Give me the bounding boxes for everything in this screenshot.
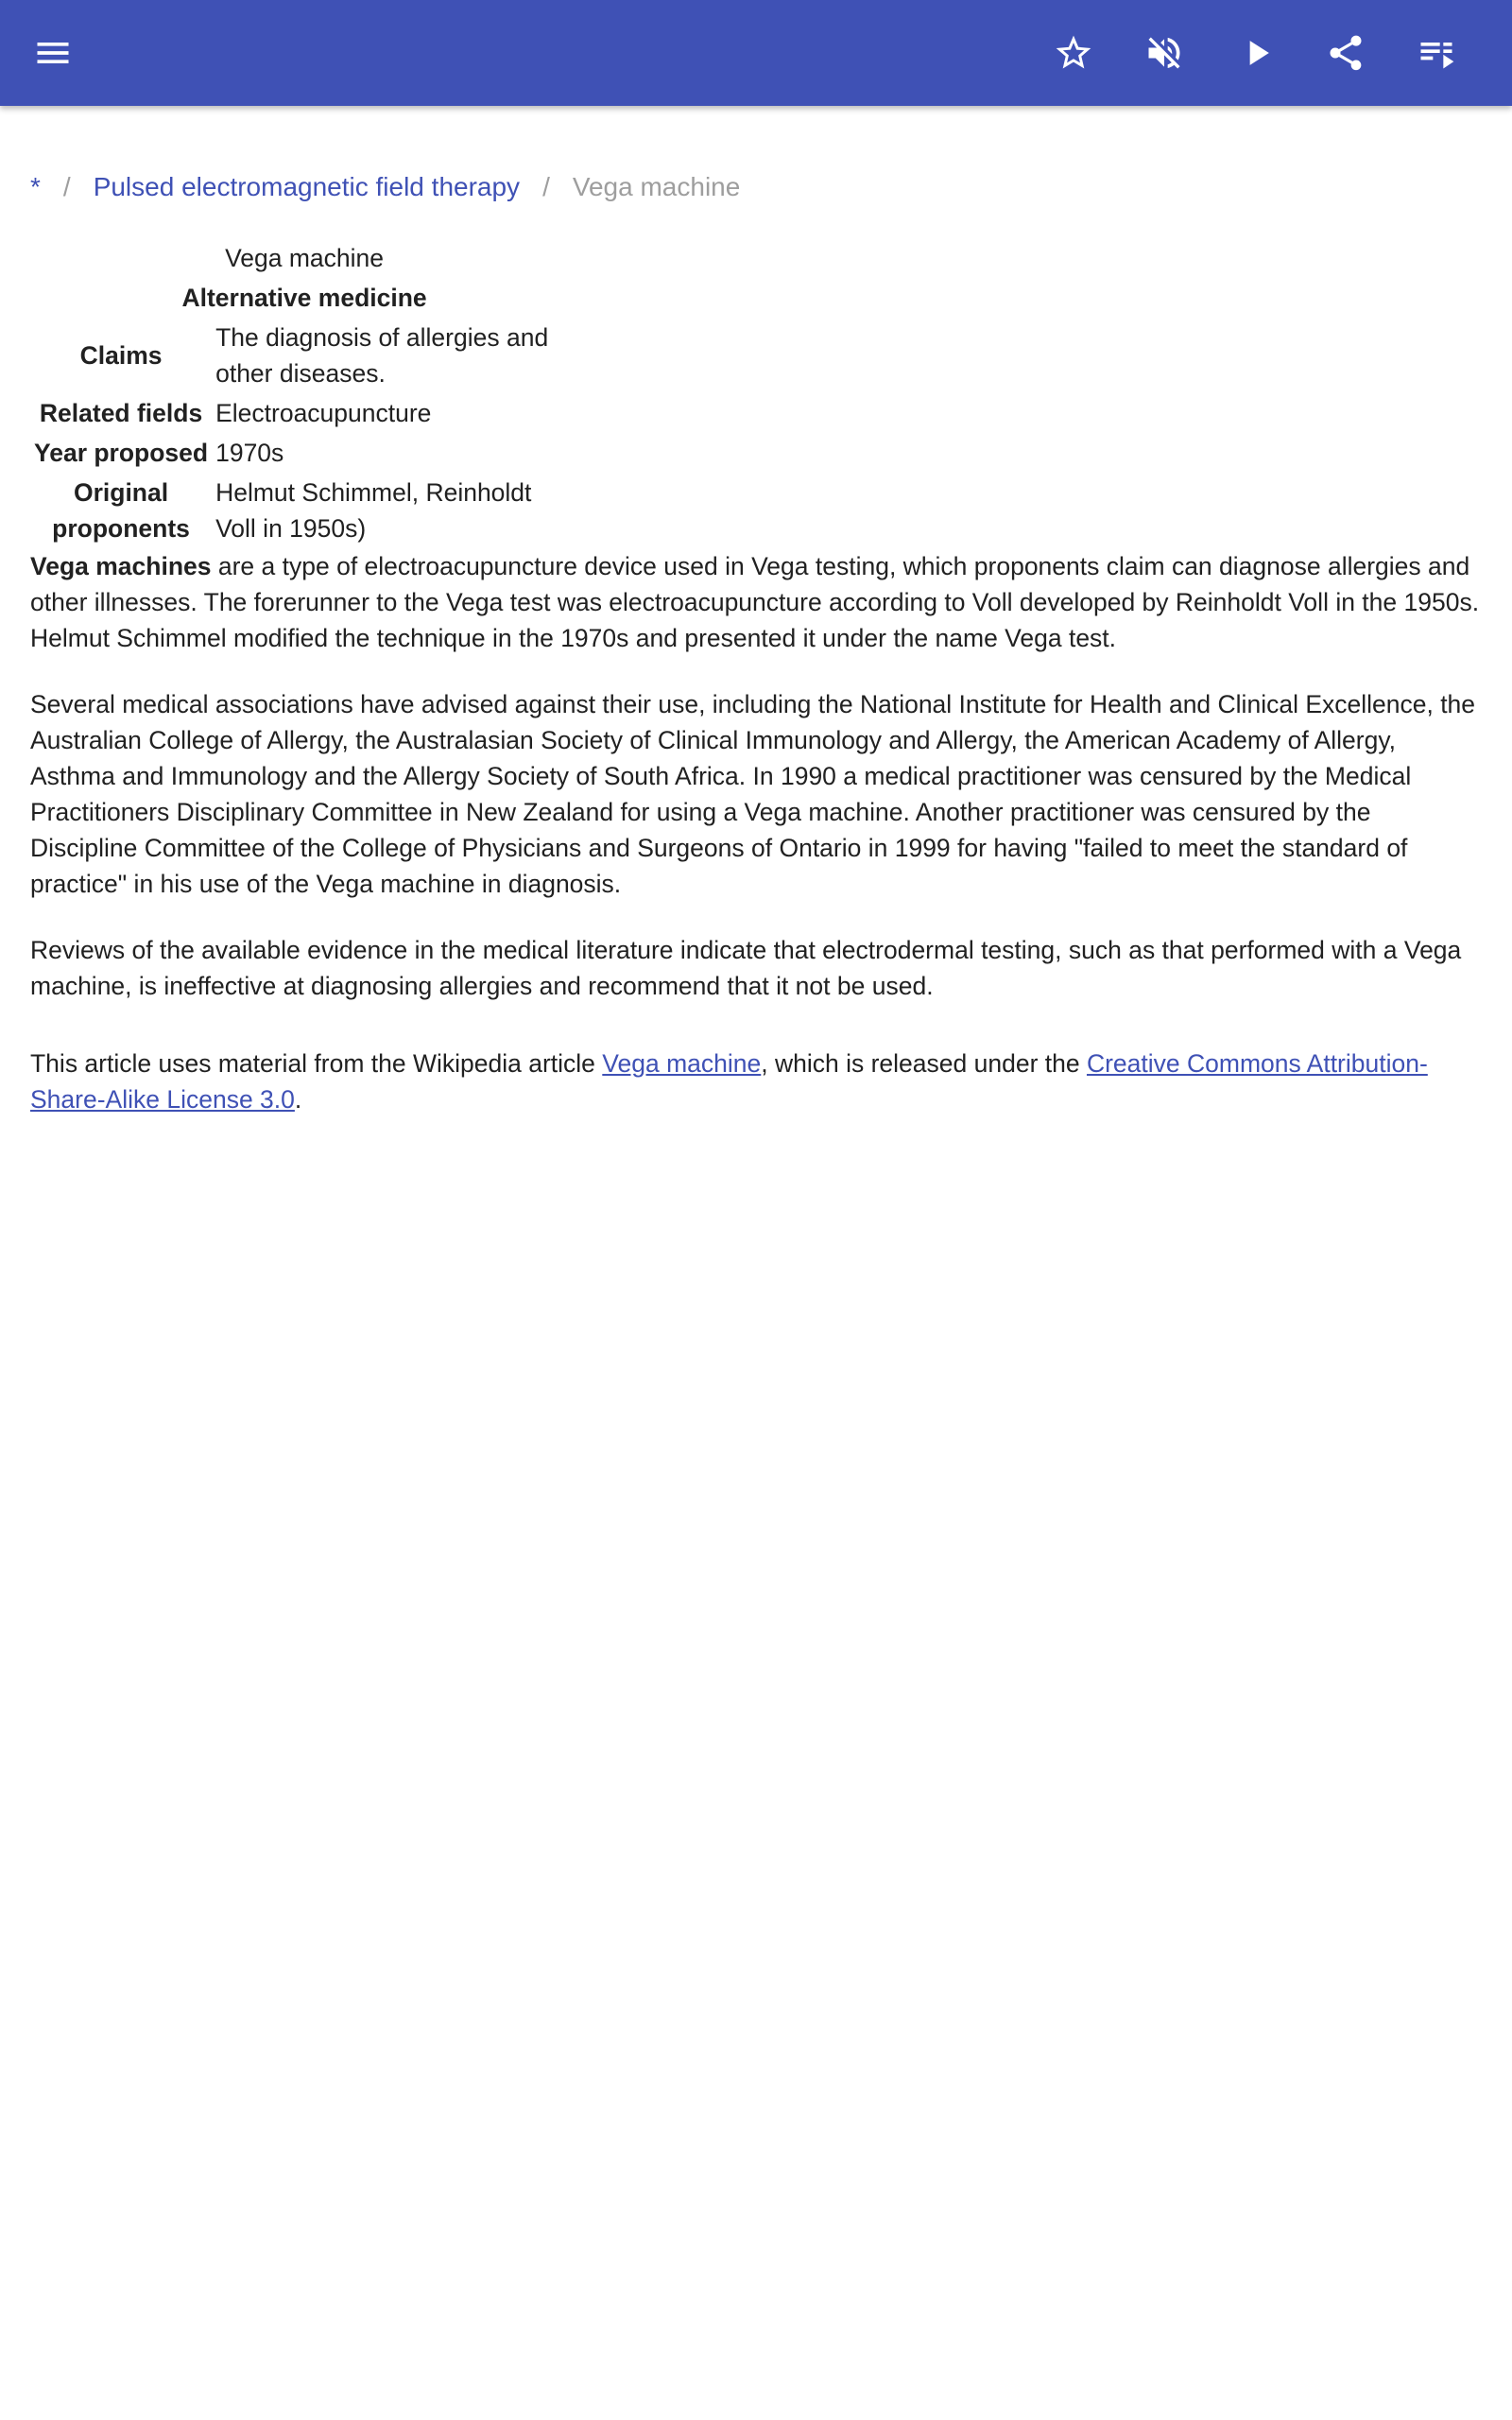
infobox-row [30, 393, 578, 433]
share-button[interactable] [1319, 26, 1372, 79]
attribution-suffix: . [294, 1085, 302, 1114]
infobox-row [30, 433, 578, 473]
play-icon [1236, 32, 1278, 74]
lead-text: are a type of electroacupuncture device used in Vega testing, which proponents claim can diagnose allergies and other illnesses. The forerunner to the Vega test was electroacupuncture according to Voll developed by Reinholdt Voll in the 1950s. Helmut Schimmel modified the technique in the 1970s and presented it under the name Vega test. [30, 552, 1480, 652]
infobox-subheader: Alternative medicine [181, 284, 427, 312]
infobox-label: Original proponents [52, 478, 190, 543]
play-button[interactable] [1230, 26, 1283, 79]
breadcrumb-current: Vega machine [572, 172, 741, 201]
infobox-row [30, 473, 578, 548]
menu-button[interactable] [26, 26, 79, 79]
attribution [30, 1046, 1482, 1117]
infobox-value: Helmut Schimmel, Reinholdt Voll in 1950s) [215, 478, 532, 543]
infobox-label: Related fields [39, 399, 203, 427]
breadcrumb-home-link[interactable]: * [30, 172, 41, 201]
share-icon [1325, 32, 1366, 74]
infobox-value: 1970s [215, 439, 284, 467]
playlist-button[interactable] [1410, 26, 1463, 79]
breadcrumb-parent-link[interactable]: Pulsed electromagnetic field therapy [93, 172, 521, 201]
volume-off-icon [1143, 32, 1185, 74]
menu-icon [32, 32, 74, 74]
license-link[interactable]: Creative Commons Attribution-Share-Alike License 3.0 [30, 1049, 1428, 1114]
infobox-value: Electroacupuncture [215, 399, 432, 427]
lead-term: Vega machines [30, 552, 212, 580]
infobox-caption: Vega machine [225, 244, 385, 272]
breadcrumb [30, 163, 740, 212]
infobox-row [30, 318, 578, 393]
infobox-value: The diagnosis of allergies and other diseases. [215, 323, 549, 388]
article-content [30, 236, 1482, 1148]
mute-button[interactable] [1138, 26, 1191, 79]
breadcrumb-separator: / [62, 172, 71, 201]
lead-paragraph [30, 548, 1482, 656]
infobox-label: Claims [79, 341, 163, 370]
star-icon [1053, 32, 1094, 74]
favorite-button[interactable] [1047, 26, 1100, 79]
app-bar [0, 0, 1512, 106]
infobox-label: Year proposed [34, 439, 209, 467]
wikipedia-article-link[interactable]: Vega machine [602, 1049, 762, 1078]
attribution-middle: , which is released under the [761, 1049, 1087, 1078]
paragraph: Reviews of the available evidence in the medical literature indicate that electrodermal testing, such as that performed with a Vega machine, is ineffective at diagnosing allergies and recommend that it not be used. [30, 936, 1462, 1000]
paragraph: Several medical associations have advised against their use, including the National Institute for Health and Clinical Excellence, the Australian College of Allergy, the Australasian Society of Clinical Immunology and Allergy, the American Academy of Allergy, Asthma and Immunology and the Allergy Society of South Africa. In 1990 a medical practitioner was censured by the Medical Practitioners Disciplinary Committee in New Zealand for using a Vega machine. Another practitioner was censured by the Discipline Committee of the College of Physicians and Surgeons of Ontario in 1999 for having "failed to meet the standard of practice" in his use of the Vega machine in diagnosis. [30, 690, 1476, 898]
attribution-prefix: This article uses material from the Wikipedia article [30, 1049, 603, 1078]
playlist-icon [1416, 32, 1457, 74]
infobox [30, 236, 578, 548]
breadcrumb-separator: / [542, 172, 550, 201]
